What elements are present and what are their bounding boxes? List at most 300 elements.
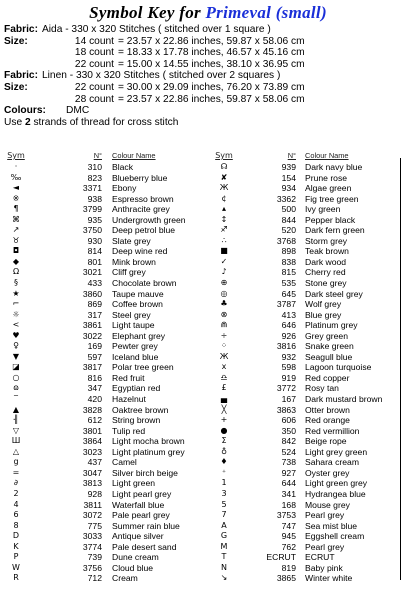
symbol-glyph: Σ <box>221 436 227 446</box>
symbol-glyph: 1 <box>221 478 227 488</box>
dmc-number: 3750 <box>82 225 102 236</box>
symbol-row <box>214 352 394 363</box>
symbol-row <box>214 383 394 394</box>
symbol-glyph: ⊗ <box>220 309 228 319</box>
colour-name: Lagoon turquoise <box>305 362 372 373</box>
symbol-glyph: ♀ <box>13 341 19 351</box>
colour-name: Pale desert sand <box>112 541 177 552</box>
symbol-row <box>214 331 394 342</box>
colour-name: Rosy tan <box>305 383 339 394</box>
colour-name: Platinum grey <box>305 320 358 331</box>
colour-name: Taupe mauve <box>112 288 164 299</box>
symbol-row <box>214 183 394 194</box>
symbol-glyph: ◪ <box>12 362 20 372</box>
fabric-linen-row <box>4 70 412 82</box>
colours-value: DMC <box>66 105 90 117</box>
symbol-row <box>214 436 394 447</box>
dmc-number: 341 <box>281 488 296 499</box>
colour-name: Pepper black <box>305 214 356 225</box>
dmc-number: 420 <box>87 394 102 405</box>
symbol-row <box>214 310 394 321</box>
header-sym: Sym <box>215 151 233 160</box>
symbol-glyph: = <box>12 467 20 477</box>
dmc-number: 712 <box>87 573 102 584</box>
dmc-number: 3813 <box>82 478 102 489</box>
symbol-glyph: + <box>220 415 228 425</box>
header-sym: Sym <box>7 151 25 160</box>
colour-name: Baby pink <box>305 562 343 573</box>
colour-name: Cherry red <box>305 267 346 278</box>
header-num: N° <box>93 151 102 160</box>
symbol-glyph: ‾ <box>14 394 18 404</box>
colour-name: Chocolate brown <box>112 278 177 289</box>
symbol-glyph: ✓ <box>220 256 228 266</box>
symbol-row <box>214 236 394 247</box>
symbol-row <box>214 225 394 236</box>
symbol-row <box>214 394 394 405</box>
symbol-glyph: ⌘ <box>12 214 20 224</box>
symbol-row <box>6 183 210 194</box>
dmc-number: 3817 <box>82 362 102 373</box>
dmc-number: 3801 <box>82 425 102 436</box>
colour-name: Deep wine red <box>112 246 168 257</box>
symbol-row <box>214 267 394 278</box>
fabric-label: Fabric: <box>4 24 38 35</box>
size-value: = 30.00 x 29.09 inches, 76.20 x 73.89 cm <box>118 81 305 93</box>
page-title <box>0 3 416 23</box>
dmc-number: 413 <box>281 309 296 320</box>
dmc-number: 169 <box>87 341 102 352</box>
dmc-number: 3021 <box>82 267 102 278</box>
colours-label: Colours: <box>4 105 46 117</box>
dmc-number: 3828 <box>82 404 102 415</box>
colour-name: Sahara cream <box>305 457 359 468</box>
colour-name: Silver birch beige <box>112 467 178 478</box>
symbol-glyph: ★ <box>12 288 20 298</box>
dmc-number: 3768 <box>276 235 296 246</box>
dmc-number: 945 <box>281 531 296 542</box>
colour-name: Undergrowth green <box>112 214 186 225</box>
size-label: Size: <box>4 81 28 93</box>
symbol-row <box>214 362 394 373</box>
header-name: Colour Name <box>305 151 349 160</box>
colour-name: Light green <box>112 478 156 489</box>
dmc-number: 3072 <box>82 510 102 521</box>
dmc-number: 3865 <box>276 573 296 584</box>
symbol-row <box>214 173 394 184</box>
colour-name: Blue grey <box>305 309 342 320</box>
colour-name: Iceland blue <box>112 351 159 362</box>
symbol-row <box>214 204 394 215</box>
symbol-glyph: Ш <box>11 436 21 446</box>
symbol-row <box>214 257 394 268</box>
symbol-glyph: ♎ <box>220 372 228 382</box>
colour-name: Espresso brown <box>112 193 174 204</box>
symbol-glyph: 6 <box>13 510 19 520</box>
symbol-glyph: D <box>12 531 20 541</box>
colour-name: Light green grey <box>305 478 368 489</box>
dmc-number: 3756 <box>82 562 102 573</box>
dmc-number: 347 <box>87 383 102 394</box>
strands-note: Use 2 strands of thread for cross stitch <box>4 116 179 128</box>
symbol-glyph: ⋒ <box>220 320 228 330</box>
symbol-glyph: ⌐ <box>12 299 20 309</box>
colour-name: Cloud blue <box>112 562 154 573</box>
colour-name: Light taupe <box>112 320 155 331</box>
symbol-row <box>214 426 394 437</box>
colour-name: Stone grey <box>305 278 347 289</box>
colour-name: Red copper <box>305 372 350 383</box>
colour-name: Red orange <box>305 415 350 426</box>
dmc-number: 927 <box>281 467 296 478</box>
symbol-row <box>6 573 210 584</box>
symbol-row <box>6 468 210 479</box>
colour-name: Red vermillion <box>305 425 360 436</box>
dmc-number: 938 <box>87 193 102 204</box>
symbol-row <box>214 552 394 563</box>
symbol-row <box>6 331 210 342</box>
dmc-number: 168 <box>281 499 296 510</box>
colour-name: Teak brown <box>305 246 349 257</box>
symbol-glyph: ▲ <box>12 404 20 414</box>
dmc-number: 898 <box>281 246 296 257</box>
symbol-glyph: ↕ <box>220 214 228 224</box>
stitch-count: 14 count <box>74 35 114 47</box>
symbol-glyph: ♦ <box>220 457 228 467</box>
symbol-row <box>214 299 394 310</box>
colour-name: Waterfall blue <box>112 499 165 510</box>
dmc-number: ECRUT <box>266 552 296 563</box>
dmc-number: 842 <box>281 436 296 447</box>
symbol-glyph: ▼ <box>12 351 20 361</box>
colour-name: ECRUT <box>305 552 335 563</box>
size-value: = 18.33 x 17.78 inches, 46.57 x 45.16 cm <box>118 47 305 59</box>
symbol-glyph: ↗ <box>12 225 20 235</box>
colour-name: String brown <box>112 415 161 426</box>
symbol-row <box>6 194 210 205</box>
table-header <box>6 151 210 162</box>
symbol-row <box>6 173 210 184</box>
header-num: N° <box>287 151 296 160</box>
colour-name: Light grey green <box>305 446 368 457</box>
symbol-glyph: ∴ <box>221 235 227 245</box>
symbol-glyph: ╳ <box>221 404 227 414</box>
symbol-table-right <box>214 151 394 584</box>
colour-name: Cliff grey <box>112 267 146 278</box>
symbol-row <box>214 521 394 532</box>
colour-name: Fig tree green <box>305 193 359 204</box>
symbol-glyph: ✘ <box>220 172 228 182</box>
colour-name: Dark steel grey <box>305 288 363 299</box>
colour-name: Polar tree green <box>112 362 174 373</box>
symbol-glyph: W <box>12 562 20 572</box>
size-row <box>4 59 412 71</box>
size-linen-block <box>4 82 412 105</box>
size-row <box>4 47 412 59</box>
symbol-glyph: ※ <box>12 193 20 203</box>
dmc-number: 646 <box>281 320 296 331</box>
colour-name: Tulip red <box>112 425 146 436</box>
symbol-row <box>6 552 210 563</box>
symbol-glyph: M <box>220 541 228 551</box>
colour-name: Dune cream <box>112 552 159 563</box>
colour-name: Hydrangea blue <box>305 488 366 499</box>
symbol-row <box>214 542 394 553</box>
symbol-glyph: ▽ <box>12 425 20 435</box>
colour-name: Dark mustard brown <box>305 394 383 405</box>
colour-name: Dark fern green <box>305 225 365 236</box>
symbol-row <box>6 383 210 394</box>
symbol-glyph: ■ <box>220 246 228 256</box>
symbol-glyph: ☼ <box>12 309 20 319</box>
symbol-glyph: ¢ <box>221 193 227 203</box>
symbol-row <box>6 489 210 500</box>
dmc-number: 738 <box>281 457 296 468</box>
symbol-glyph: R <box>13 573 19 583</box>
dmc-number: 606 <box>281 415 296 426</box>
symbol-row <box>6 542 210 553</box>
symbol-glyph: ◆ <box>12 256 20 266</box>
symbol-glyph: ♥ <box>12 330 20 340</box>
dmc-number: 645 <box>281 288 296 299</box>
size-row <box>4 94 412 106</box>
symbol-glyph: · <box>14 162 18 171</box>
symbol-glyph: ⁘ <box>220 341 228 351</box>
dmc-number: 644 <box>281 478 296 489</box>
symbol-row <box>6 510 210 521</box>
size-label: Size: <box>4 35 28 47</box>
symbol-glyph: ♐ <box>220 225 228 235</box>
colour-name: Elephant grey <box>112 330 166 341</box>
symbol-row <box>6 236 210 247</box>
dmc-number: 3371 <box>82 183 102 194</box>
symbol-glyph: T <box>221 552 227 562</box>
symbol-glyph: ▴ <box>221 204 226 214</box>
symbol-glyph: Ж <box>219 183 229 193</box>
dmc-number: 3811 <box>83 499 102 510</box>
symbol-row <box>6 289 210 300</box>
dmc-number: 3863 <box>276 404 296 415</box>
symbol-glyph: ⊕ <box>220 278 228 288</box>
colour-name: Pearl grey <box>305 510 345 521</box>
dmc-number: 3787 <box>276 299 296 310</box>
symbol-row <box>6 405 210 416</box>
symbol-glyph: £ <box>221 383 227 393</box>
dmc-number: 3860 <box>82 288 102 299</box>
colour-name: Wolf grey <box>305 299 342 310</box>
colour-name: Red fruit <box>112 372 145 383</box>
size-value: = 15.00 x 14.55 inches, 38.10 x 36.95 cm <box>118 58 305 70</box>
stitch-count: 22 count <box>74 81 114 93</box>
symbol-row <box>6 310 210 321</box>
colour-name: Light mocha brown <box>112 436 185 447</box>
dmc-number: 535 <box>281 278 296 289</box>
dmc-number: 819 <box>281 562 296 573</box>
dmc-number: 838 <box>281 256 296 267</box>
symbol-glyph: ⁺ <box>221 467 227 477</box>
symbol-row <box>6 320 210 331</box>
symbol-row <box>6 225 210 236</box>
dmc-number: 598 <box>281 362 296 373</box>
symbol-glyph: ♪ <box>221 267 227 277</box>
symbol-glyph: ▄ <box>220 394 228 404</box>
dmc-number: 932 <box>281 351 296 362</box>
table-header <box>214 151 394 162</box>
symbol-row <box>6 394 210 405</box>
colour-name: Anthracite grey <box>112 204 170 215</box>
strand-count: 2 <box>24 116 31 128</box>
stitch-count: 18 count <box>74 47 114 59</box>
symbol-glyph: x <box>221 362 227 372</box>
colour-name: Slate grey <box>112 235 151 246</box>
symbol-glyph: P <box>13 552 19 562</box>
dmc-number: 815 <box>281 267 296 278</box>
colour-name: Otter brown <box>305 404 350 415</box>
dmc-number: 3772 <box>276 383 296 394</box>
dmc-number: 919 <box>281 372 296 383</box>
size-aida-block <box>4 36 412 71</box>
symbol-glyph: ÷ <box>220 330 228 340</box>
symbol-glyph: ☊ <box>220 162 228 171</box>
symbol-glyph: ○ <box>12 372 20 382</box>
symbol-row <box>214 278 394 289</box>
colour-name: Pale pearl grey <box>112 510 170 521</box>
dmc-number: 747 <box>281 520 296 531</box>
symbol-row <box>6 278 210 289</box>
dmc-number: 167 <box>281 394 296 405</box>
fabric-aida-row <box>4 24 412 36</box>
symbol-glyph: ● <box>220 425 228 435</box>
symbol-glyph: N <box>221 562 227 572</box>
symbol-row <box>6 215 210 226</box>
dmc-number: 350 <box>281 425 296 436</box>
symbol-glyph: § <box>14 278 18 288</box>
symbol-row <box>214 215 394 226</box>
dmc-number: 500 <box>281 204 296 215</box>
symbol-glyph: ‰ <box>10 172 22 182</box>
dmc-number: 816 <box>87 372 102 383</box>
colours-row <box>4 105 412 117</box>
symbol-row <box>214 373 394 384</box>
symbol-glyph: 8 <box>13 520 19 530</box>
symbol-row <box>6 373 210 384</box>
title-prefix: Symbol Key for <box>89 3 201 22</box>
dmc-number: 739 <box>87 552 102 563</box>
symbol-row <box>6 257 210 268</box>
symbol-row <box>6 478 210 489</box>
colour-name: Oyster grey <box>305 467 350 478</box>
symbol-glyph: ↘ <box>220 573 228 583</box>
dmc-number: 928 <box>87 488 102 499</box>
fabric-aida-text: Aida - 330 x 320 Stitches ( stitched over 1 square ) <box>41 24 271 35</box>
stitch-count: 22 count <box>74 58 114 70</box>
symbol-glyph: ♣ <box>220 299 228 309</box>
symbol-row <box>6 563 210 574</box>
dmc-number: 3774 <box>82 541 102 552</box>
symbol-row <box>6 447 210 458</box>
dmc-number: 433 <box>87 278 102 289</box>
size-row <box>4 82 412 94</box>
dmc-number: 597 <box>87 351 102 362</box>
symbol-glyph: g <box>13 457 19 467</box>
pattern-info <box>4 24 412 128</box>
dmc-number: 612 <box>87 415 102 426</box>
symbol-row <box>6 162 210 173</box>
symbol-glyph: Ж <box>219 351 229 361</box>
colour-name: Beige rope <box>305 436 347 447</box>
symbol-row <box>6 341 210 352</box>
symbol-row <box>214 510 394 521</box>
dmc-number: 814 <box>87 246 102 257</box>
symbol-glyph: A <box>221 520 227 530</box>
symbol-row <box>214 468 394 479</box>
dmc-number: 939 <box>281 162 296 172</box>
colour-name: Antique silver <box>112 531 164 542</box>
dmc-number: 3362 <box>276 193 296 204</box>
symbol-row <box>214 457 394 468</box>
symbol-row <box>6 352 210 363</box>
dmc-number: 926 <box>281 330 296 341</box>
symbol-glyph: ╢ <box>13 415 19 425</box>
symbol-row <box>214 246 394 257</box>
symbol-row <box>214 447 394 458</box>
colour-name: Coffee brown <box>112 299 163 310</box>
dmc-number: 3033 <box>82 531 102 542</box>
symbol-row <box>6 362 210 373</box>
colour-name: Winter white <box>305 573 353 584</box>
symbol-row <box>214 563 394 574</box>
colour-name: Deep petrol blue <box>112 225 176 236</box>
symbol-glyph: 4 <box>13 499 19 509</box>
symbol-row <box>214 194 394 205</box>
colour-name: Blueberry blue <box>112 172 168 183</box>
colour-name: Camel <box>112 457 137 468</box>
symbol-row <box>6 267 210 278</box>
symbol-row <box>214 478 394 489</box>
dmc-number: 310 <box>87 162 102 172</box>
colour-name: Snake green <box>305 341 354 352</box>
colour-name: Black <box>112 162 134 172</box>
colour-name: Light pearl grey <box>112 488 172 499</box>
colour-name: Egyptian red <box>112 383 161 394</box>
symbol-glyph: 2 <box>13 488 19 498</box>
size-value: = 23.57 x 22.86 inches, 59.87 x 58.06 cm <box>118 93 305 105</box>
dmc-number: 3861 <box>82 320 102 331</box>
dmc-number: 3023 <box>82 446 102 457</box>
colour-name: Dark wood <box>305 256 347 267</box>
symbol-glyph: ♁ <box>221 446 227 456</box>
colour-name: Prune rose <box>305 172 348 183</box>
colour-name: Seagull blue <box>305 351 353 362</box>
symbol-glyph: ɷ <box>13 383 19 393</box>
symbol-row <box>214 320 394 331</box>
dmc-number: 3864 <box>82 436 102 447</box>
dmc-number: 3047 <box>82 467 102 478</box>
dmc-number: 775 <box>87 520 102 531</box>
symbol-row <box>214 489 394 500</box>
stitch-count: 28 count <box>74 93 114 105</box>
dmc-number: 520 <box>281 225 296 236</box>
symbol-row <box>214 289 394 300</box>
colour-name: Grey green <box>305 330 348 341</box>
symbol-row <box>6 426 210 437</box>
symbol-glyph: Ω <box>12 267 20 277</box>
symbol-row <box>214 500 394 511</box>
symbol-row <box>214 341 394 352</box>
dmc-number: 844 <box>281 214 296 225</box>
symbol-row <box>6 521 210 532</box>
dmc-number: 524 <box>281 446 296 457</box>
